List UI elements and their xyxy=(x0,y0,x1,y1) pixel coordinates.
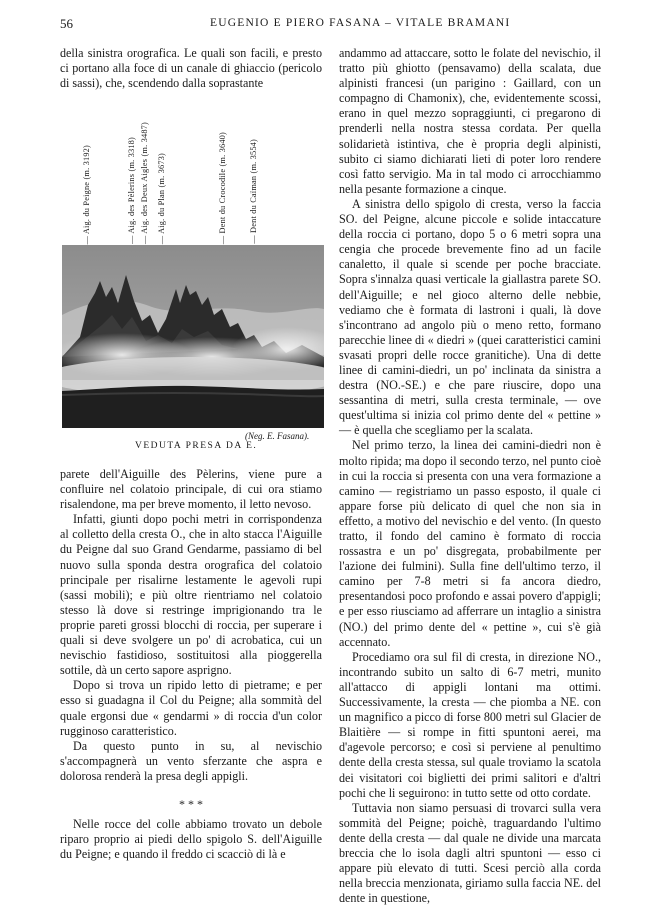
left-column-bottom xyxy=(60,467,322,862)
page-number: 56 xyxy=(60,16,73,31)
photo-caption: VEDUTA PRESA DA E. xyxy=(135,441,258,451)
photo-credit: (Neg. E. Fasana). xyxy=(245,431,310,441)
peak-labels xyxy=(60,102,330,244)
mountain-photo xyxy=(62,245,324,428)
paragraph: parete dell'Aiguille des Pèlerins, viene pure a confluire nel colatoio principale, di cui ora stiamo risalendone, ma per breve momento, il letto nevoso. xyxy=(60,467,322,512)
paragraph: Dopo si trova un ripido letto di pietrame; e per esso si guadagna il Col du Peigne; alla sommità del quale ergonsi due « gendarmi » di roccia d'un color rugginoso caratteristico. xyxy=(60,678,322,738)
paragraph: della sinistra orografica. Le quali son facili, e presto ci portano alla foce di un canale di ghiaccio (pericolo di sassi), che, scendendo dalla soprastante xyxy=(60,46,322,91)
paragraph: Procediamo ora sul fil di cresta, in direzione NO., incontrando subito un salto di 6-7 metri, munito all'attacco di appigli lontani ma ottimi. Successivamente, la cresta — che piomba a NE. con un magnifico a picco di forse 800 metri sul Glacier de Blaitière — si rompe in fitti spuntoni aerei, ma d'agevole percorso; e così si perviene al penultimo dente della cresta stessa, sul quale troviamo la scatola dei visitatori coi biglietti dei primi salitori e d'altri pochi che li seguirono: in tutto sette od otto cordate. xyxy=(339,649,601,800)
left-column-top xyxy=(60,46,322,91)
right-column xyxy=(339,46,601,906)
paragraph: Da questo punto in su, al nevischio s'accompagnerà un vento sferzante che aspra e dolorosa renderà la presa degli appigli. xyxy=(60,738,322,783)
peak-label-caiman: — Dent du Caïman (m. 3554) xyxy=(249,139,258,244)
paragraph: Nel primo terzo, la linea dei camini-diedri non è molto ripida; ma dopo il secondo terzo, nel punto cioè in cui la roccia si presenta con una vera formazione a camino — registriamo un passo esposto, il quale ci appare forse più delicato di quel che non sia in effetto, a motivo del nevischio e del vento. (In questo tratto, il fondo del camino è formato di roccia rossastra e un po' disgregata, probabilmente per l'azione dei fulmini). Sulla fine dell'ultimo terzo, il camino per 7-8 metri si fa ancora diedro, presentandosi poco profondo e assai povero d'appigli; e per esso riusciamo ad afferrare un intaglio a sinistra (NO.) del primo dente del « pettine », cui s'è già accennato. xyxy=(339,438,601,649)
paragraph: Infatti, giunti dopo pochi metri in corrispondenza al colletto della cresta O., che in alto stacca l'Aiguille du Peigne dal suo Grand Gendarme, passiamo di bel nuovo sulla sponda destra orografica del colatoio principale per risalirne lestamente le agevoli rupi (sassi mobili); e più oltre rientriamo nel colatoio stesso là dove si restringe imprigionando tra le proprie pareti grossi blocchi di roccia, per superare i quali si deve svolgere un po' di acrobatica, cui un nevischio fastidioso, sostituitosi alla pioggerella sottile, dà un certo sapore asprigno. xyxy=(60,512,322,678)
paragraph: Tuttavia non siamo persuasi di trovarci sulla vera sommità del Peigne; poichè, traguardando l'ultimo dente della cresta — dal quale ne divide una marcata breccia che lo isola dagli altri spuntoni — esso ci appare più elevato di tutti. Scesi perciò alla corda nella breccia menzionata, giriamo sulla faccia NE. del dente in questione, xyxy=(339,800,601,906)
peak-label-peigne: — Aig. du Peigne (m. 3192) xyxy=(82,144,91,244)
paragraph: A sinistra dello spigolo di cresta, verso la faccia SO. del Peigne, alcune piccole e solide intaccature della roccia ci portano, dopo 5 o 6 metri sopra una cengia che procede brevemente fino ad un facile canaletto, il quale si scende per poche bracciate. Sopra s'innalza quasi verticale la giallastra parete SO. dell'Aiguille; e nel gioco alterno delle nebbie, vediamo che è formata di lastroni i quali, là dove s'incontrano ad angolo più o meno retto, formano parecchie linee di « diedri » (quei caratteristici camini svasati propri delle rocce granitiche). Una di dette linee di camini-diedri, un po' inclinata da sinistra a destra (NO.-SE.) e che pare riuscire, dopo una sessantina di metri, sulla cresta terminale, — ove quest'ultima si inizia col primo dente del « pettine » — è quella che scegliamo per la scalata. xyxy=(339,196,601,438)
running-head: EUGENIO E PIERO FASANA – VITALE BRAMANI xyxy=(210,17,511,29)
section-asterism: * * * xyxy=(179,796,203,811)
paragraph: Nelle rocce del colle abbiamo trovato un debole riparo proprio ai piedi dello spigolo S. dell'Aiguille du Peigne; e quando il freddo ci scacciò di là e xyxy=(60,816,322,862)
peak-label-pelerins: — Aig. des Pèlerins (m. 3318) xyxy=(127,137,136,244)
page-header xyxy=(60,16,620,36)
peak-label-plan: — Aig. du Plan (m. 3673) xyxy=(157,152,166,244)
peak-label-crocodile: — Dent du Crocodile (m. 3640) xyxy=(218,131,227,244)
paragraph: andammo ad attaccare, sotto le folate del nevischio, il tratto più ghiotto (pensavamo) della scalata, due alpinisti francesi (un parigino : Gaillard, con un compagno di Chamonix), che, evidentemente scossi, erano in quel mezzo sopraggiunti, ci pregarono di prenderli nella nostra stessa cordata. Per quella solidarietà istintiva, che è propria degli alpinisti, subito ci siamo dichiarati lieti di poter loro rendere così fatto servigio. Ma in tal modo ci arrocchiammo nella pesante formazione a cinque. xyxy=(339,46,601,196)
peak-label-deux-aigles: — Aig. des Deux Aigles (m. 3487) xyxy=(140,121,149,244)
